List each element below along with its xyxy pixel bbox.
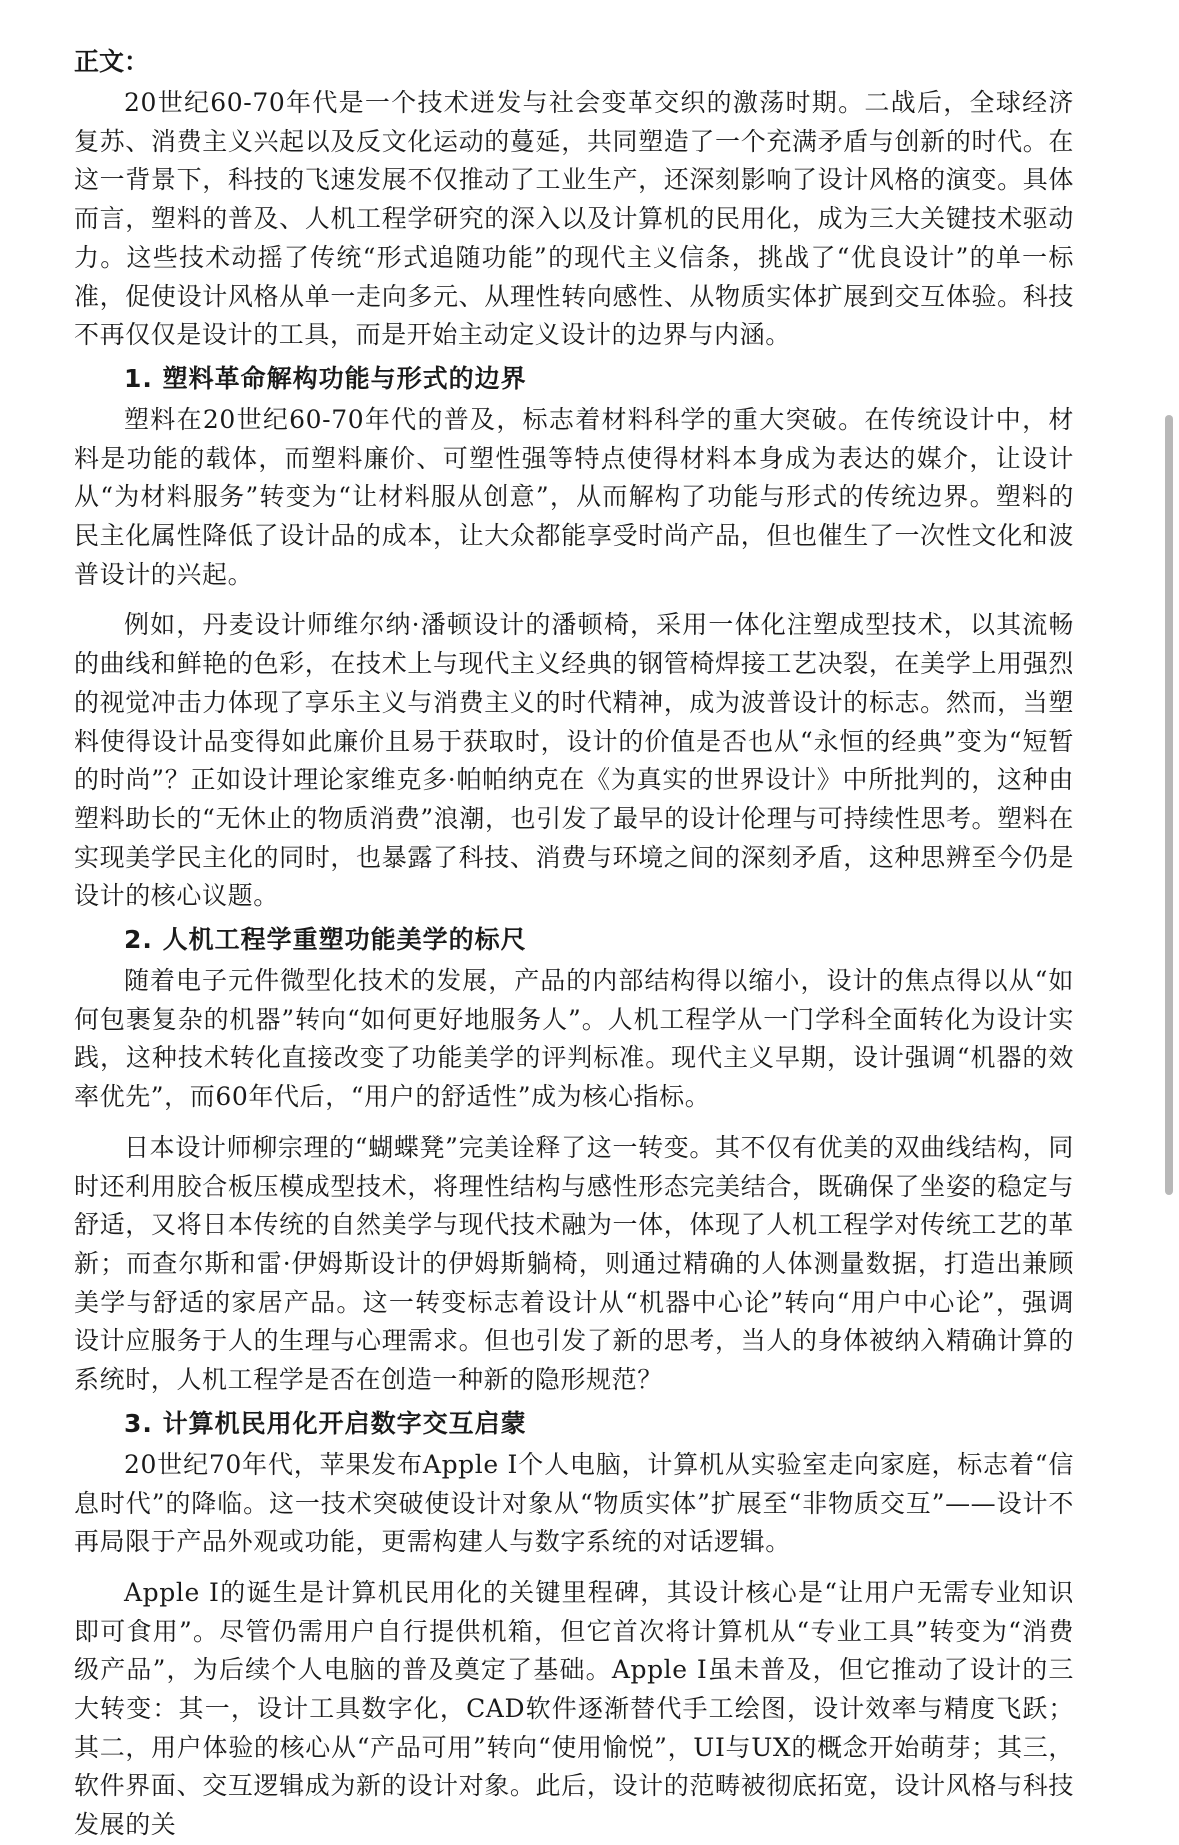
paragraph-ergonomics-2: 日本设计师柳宗理的“蝴蝶凳”完美诠释了这一转变。其不仅有优美的双曲线结构，同时还利用胶合板压模成型技术，将理性结构与感性形态完美结合，既确保了坐姿的稳定与舒适，又将日本传统的自然美学与现代技术融为一体，体现了人机工程学对传统工艺的革新；而查尔斯和雷·伊姆斯设计的伊姆斯躺椅，则通过精确的人体测量数据，打造出兼顾美学与舒适的家居产品。这一转变标志着设计从“机器中心论”转向“用户中心论”，强调设计应服务于人的生理与心理需求。但也引发了新的思考，当人的身体被纳入精确计算的系统时，人机工程学是否在创造一种新的隐形规范？ [74, 1132, 1074, 1395]
body-label: 正文： [74, 47, 150, 76]
paragraph-ergonomics-1: 随着电子元件微型化技术的发展，产品的内部结构得以缩小，设计的焦点得以从“如何包裹复杂的机器”转向“如何更好地服务人”。人机工程学从一门学科全面转化为设计实践，这种技术转化直接改变了功能美学的评判标准。现代主义早期，设计强调“机器的效率优先”，而60年代后，“用户的舒适性”成为核心指标。 [74, 966, 1074, 1112]
section-heading-computing: 3. 计算机民用化开启数字交互启蒙 [124, 1408, 527, 1438]
intro-paragraph: 20世纪60-70年代是一个技术迸发与社会变革交织的激荡时期。二战后，全球经济复苏、消费主义兴起以及反文化运动的蔓延，共同塑造了一个充满矛盾与创新的时代。在这一背景下，科技的飞速发展不仅推动了工业生产，还深刻影响了设计风格的演变。具体而言，塑料的普及、人机工程学研究的深入以及计算机的民用化，成为三大关键技术驱动力。这些技术动摇了传统“形式追随功能”的现代主义信条，挑战了“优良设计”的单一标准，促使设计风格从单一走向多元、从理性转向感性、从物质实体扩展到交互体验。科技不再仅仅是设计的工具，而是开始主动定义设计的边界与内涵。 [74, 88, 1074, 350]
paragraph-computing-1: 20世纪70年代，苹果发布Apple I个人电脑，计算机从实验室走向家庭，标志着“信息时代”的降临。这一技术突破使设计对象从“物质实体”扩展至“非物质交互”——设计不再局限于产品外观或功能，更需构建人与数字系统的对话逻辑。 [74, 1449, 1074, 1557]
section-heading-ergonomics: 2. 人机工程学重塑功能美学的标尺 [124, 925, 527, 955]
paragraph-plastics-1: 塑料在20世纪60-70年代的普及，标志着材料科学的重大突破。在传统设计中，材料是功能的载体，而塑料廉价、可塑性强等特点使得材料本身成为表达的媒介，让设计从“为材料服务”转变为“让材料服从创意”，从而解构了功能与形式的传统边界。塑料的民主化属性降低了设计品的成本，让大众都能享受时尚产品，但也催生了一次性文化和波普设计的兴起。 [74, 404, 1074, 589]
document-body [74, 40, 1074, 1845]
section-heading-plastics: 1. 塑料革命解构功能与形式的边界 [124, 363, 527, 393]
paragraph-plastics-2: 例如，丹麦设计师维尔纳·潘顿设计的潘顿椅，采用一体化注塑成型技术，以其流畅的曲线和鲜艳的色彩，在技术上与现代主义经典的钢管椅焊接工艺决裂，在美学上用强烈的视觉冲击力体现了享乐主义与消费主义的时代精神，成为波普设计的标志。然而，当塑料使得设计品变得如此廉价且易于获取时，设计的价值是否也从“永恒的经典”变为“短暂的时尚”？正如设计理论家维克多·帕帕纳克在《为真实的世界设计》中所批判的，这种由塑料助长的“无休止的物质消费”浪潮，也引发了最早的设计伦理与可持续性思考。塑料在实现美学民主化的同时，也暴露了科技、消费与环境之间的深刻矛盾，这种思辨至今仍是设计的核心议题。 [74, 610, 1074, 911]
paragraph-computing-2: Apple I的诞生是计算机民用化的关键里程碑，其设计核心是“让用户无需专业知识即可食用”。尽管仍需用户自行提供机箱，但它首次将计算机从“专业工具”转变为“消费级产品”，为后续个人电脑的普及奠定了基础。Apple I虽未普及，但它推动了设计的三大转变：其一，设计工具数字化，CAD软件逐渐替代手工绘图，设计效率与精度飞跃；其二，用户体验的核心从“产品可用”转向“使用愉悦”，UI与UX的概念开始萌芽；其三，软件界面、交互逻辑成为新的设计对象。此后，设计的范畴被彻底拓宽，设计风格与科技发展的关 [74, 1577, 1074, 1840]
vertical-scrollbar[interactable] [1165, 415, 1173, 1195]
